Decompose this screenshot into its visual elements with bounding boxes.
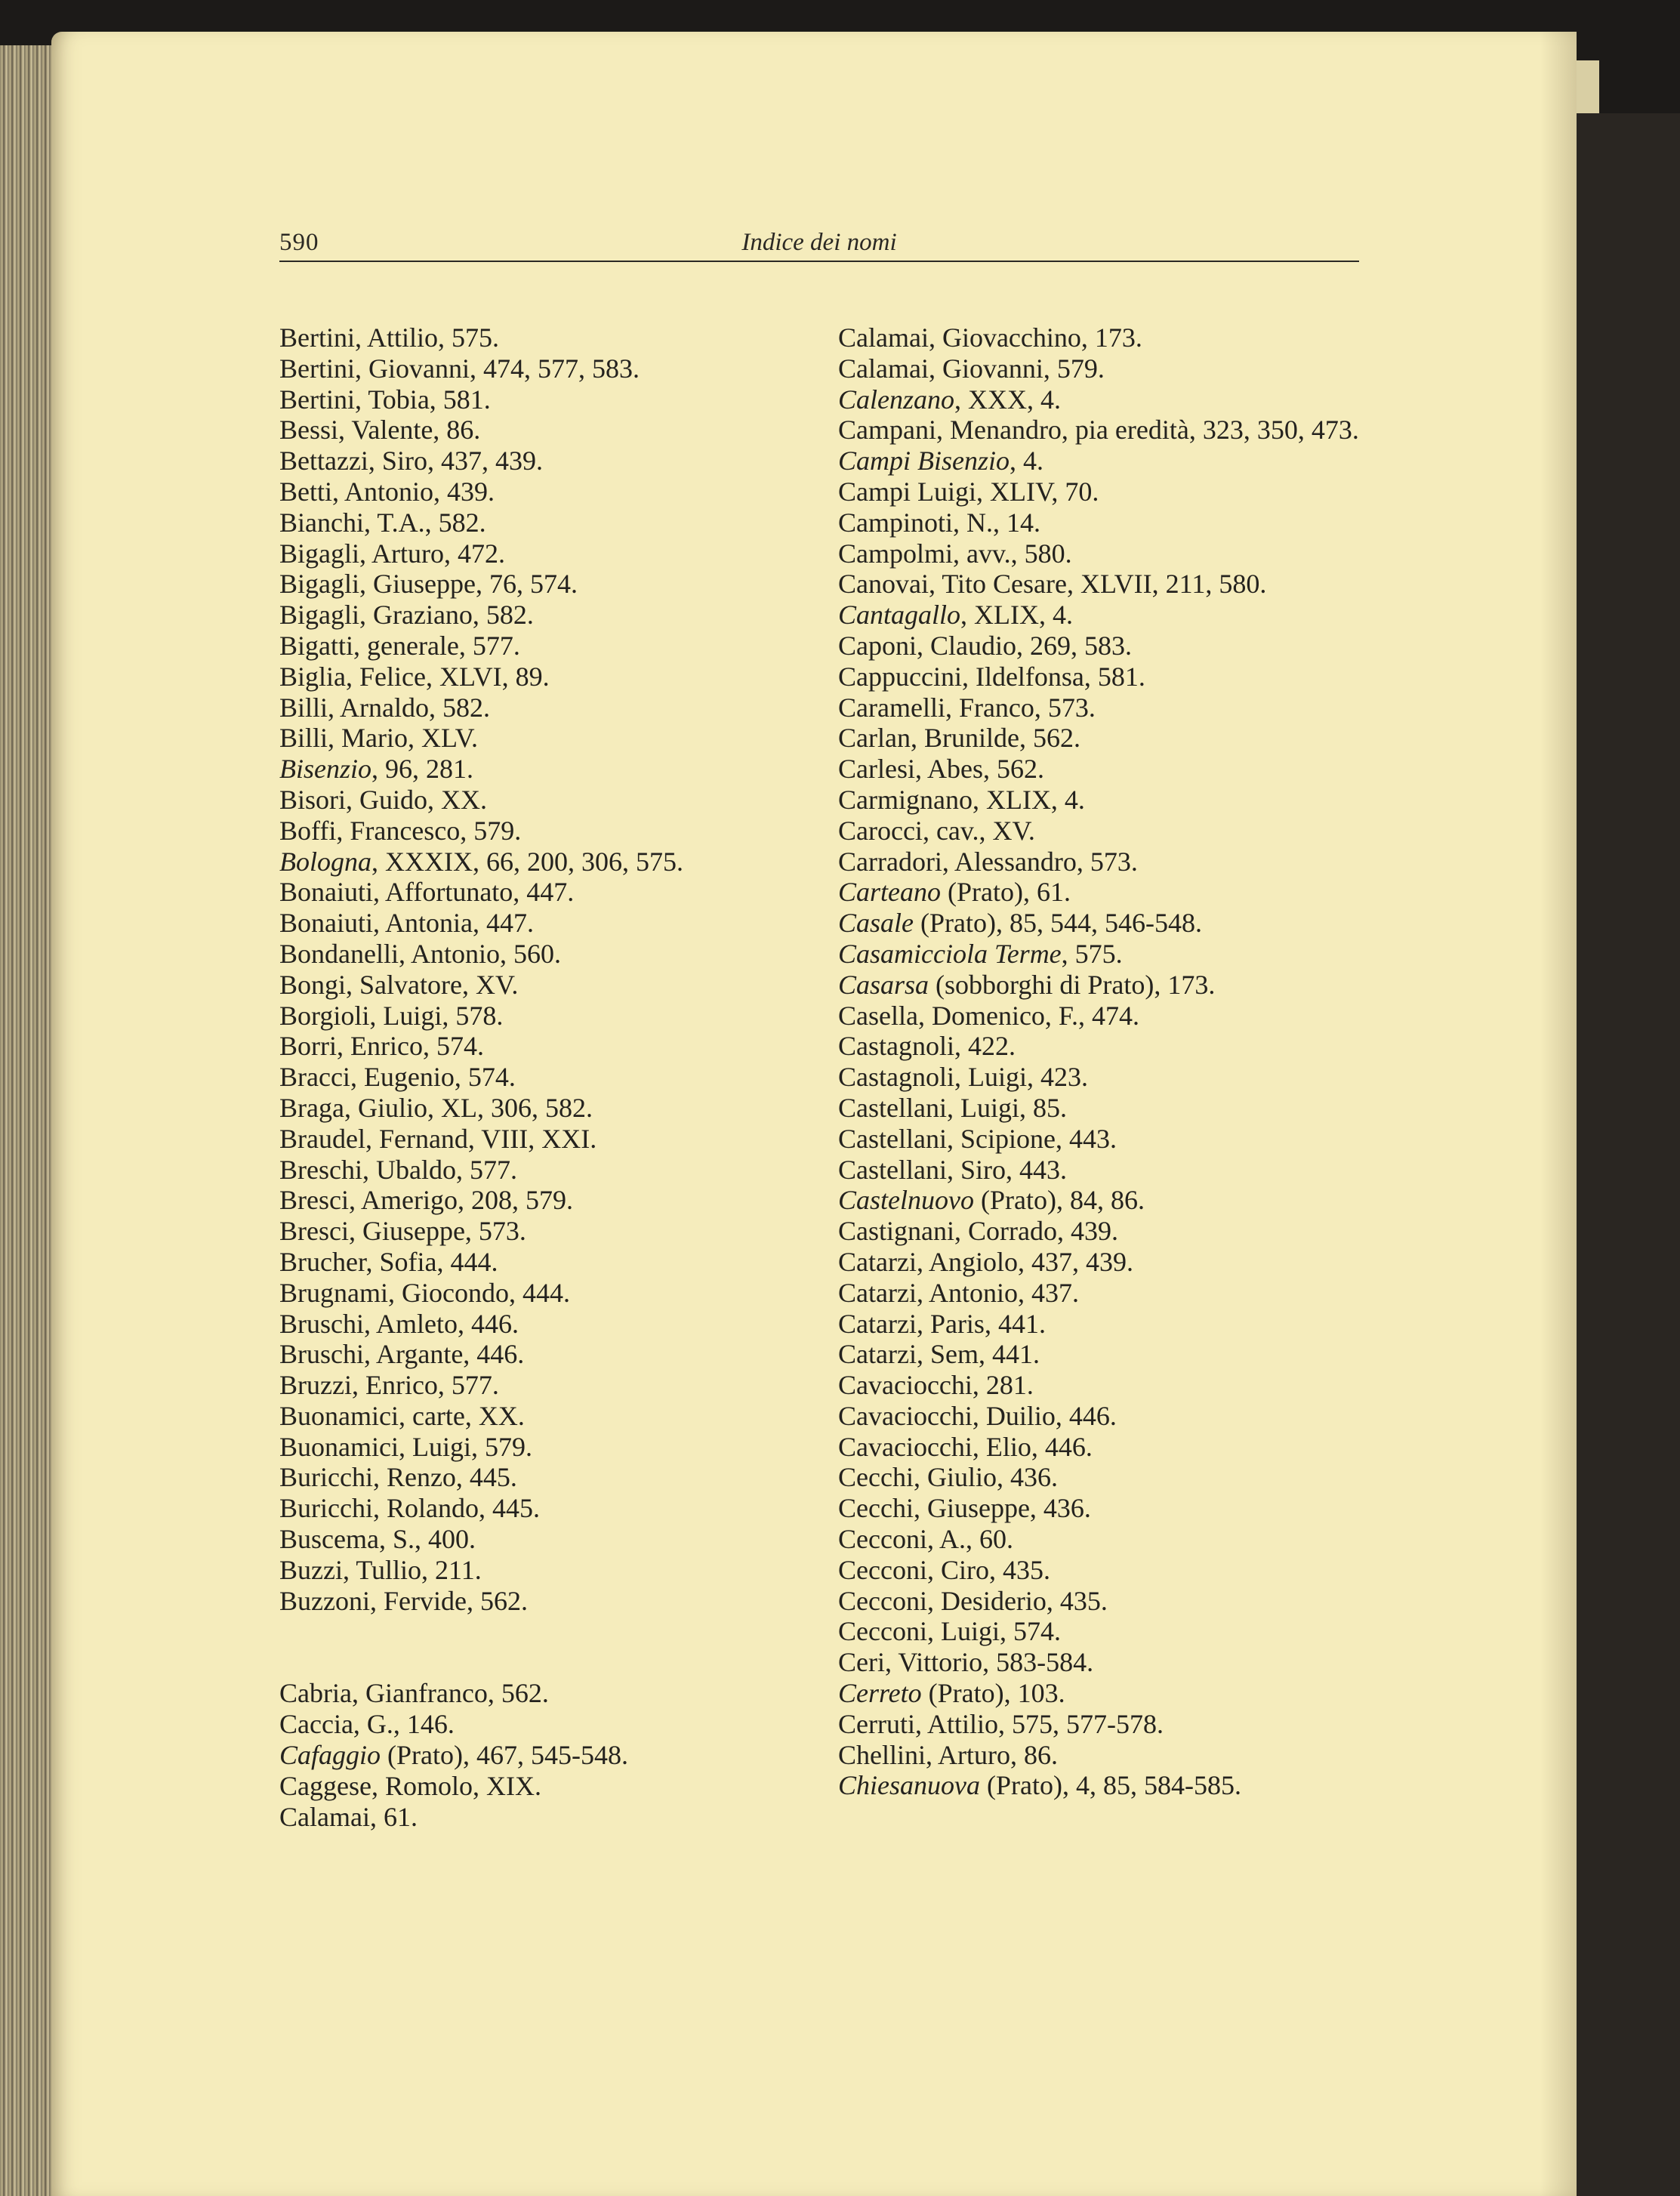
index-entry-text: Cavaciocchi, 281. <box>838 1370 1034 1401</box>
index-entry-place: Carteano <box>838 877 942 908</box>
index-entry-text: , XLIX, 4. <box>960 600 1074 631</box>
index-entry <box>838 1709 1382 1740</box>
index-entry <box>838 1216 1382 1247</box>
index-entry <box>279 1524 823 1555</box>
index-entry <box>279 723 823 754</box>
index-entry <box>279 1031 823 1062</box>
index-entry <box>279 1309 823 1340</box>
index-entry <box>838 1616 1382 1647</box>
index-entry <box>838 322 1382 353</box>
index-entry-text: Bracci, Eugenio, 574. <box>279 1062 516 1093</box>
index-entry <box>279 1493 823 1524</box>
index-entry-text: Buonamici, carte, XX. <box>279 1400 525 1431</box>
index-entry-text: (sobborghi di Prato), 173. <box>929 969 1216 1000</box>
index-entry <box>838 1678 1382 1709</box>
index-entry-text: Breschi, Ubaldo, 577. <box>279 1154 517 1185</box>
page-number: 590 <box>279 229 319 256</box>
index-entry <box>838 1278 1382 1309</box>
index-entry-text: Carradori, Alessandro, 573. <box>838 846 1138 877</box>
index-entry-text: Borgioli, Luigi, 578. <box>279 1000 504 1031</box>
index-entry <box>279 538 823 569</box>
index-entry-text: Castignani, Corrado, 439. <box>838 1216 1118 1247</box>
index-entry-text: Carocci, cav., XV. <box>838 815 1035 846</box>
index-column-right <box>838 322 1382 1801</box>
index-entry-text: Borri, Enrico, 574. <box>279 1031 484 1062</box>
index-entry <box>838 600 1382 631</box>
index-entry <box>279 569 823 600</box>
section-gap <box>279 1616 823 1678</box>
index-entry <box>838 754 1382 785</box>
index-entry <box>838 1339 1382 1370</box>
index-entry-text: Brucher, Sofia, 444. <box>279 1246 498 1277</box>
index-entry <box>279 1462 823 1493</box>
index-entry-text: Brugnami, Giocondo, 444. <box>279 1277 570 1308</box>
index-entry-text: Castagnoli, 422. <box>838 1031 1016 1062</box>
index-entry <box>279 692 823 723</box>
index-entry <box>838 538 1382 569</box>
index-entry <box>279 1185 823 1216</box>
index-entry <box>838 1493 1382 1524</box>
index-entry-text: Bigagli, Graziano, 582. <box>279 600 534 631</box>
index-entry <box>279 1093 823 1124</box>
index-entry-text: Billi, Mario, XLV. <box>279 723 479 754</box>
index-entry-text: Bisori, Guido, XX. <box>279 784 488 815</box>
index-entry-text: Calamai, Giovacchino, 173. <box>838 322 1142 353</box>
index-entry-text: Campi Luigi, XLIV, 70. <box>838 476 1099 507</box>
running-head <box>279 229 1359 262</box>
index-entry <box>838 1309 1382 1340</box>
index-entry-text: Bonaiuti, Affortunato, 447. <box>279 877 575 908</box>
index-entry-place: Campi Bisenzio <box>838 446 1010 477</box>
index-entry-text: Catarzi, Angiolo, 437, 439. <box>838 1246 1133 1277</box>
index-entry <box>838 785 1382 816</box>
index-entry-text: Boffi, Francesco, 579. <box>279 815 522 846</box>
index-entry <box>838 1155 1382 1186</box>
index-entry-text: , XXX, 4. <box>954 384 1062 415</box>
index-entry <box>279 877 823 908</box>
index-entry <box>279 353 823 384</box>
index-entry-text: Campani, Menandro, pia eredità, 323, 350, 473. <box>838 415 1359 446</box>
index-entry <box>838 908 1382 939</box>
index-entry <box>279 1678 823 1709</box>
index-entry <box>279 1771 823 1802</box>
index-entry-place: Cafaggio <box>279 1740 381 1771</box>
index-entry-text: Bondanelli, Antonio, 560. <box>279 938 561 969</box>
index-entry-text: Bonaiuti, Antonia, 447. <box>279 908 534 939</box>
index-entry-text: Carlan, Brunilde, 562. <box>838 723 1080 754</box>
index-entry <box>838 446 1382 477</box>
index-entry-text: Caramelli, Franco, 573. <box>838 692 1096 723</box>
index-list-b <box>279 322 823 1616</box>
index-entry-text: Bertini, Tobia, 581. <box>279 384 491 415</box>
index-entry-text: Braudel, Fernand, VIII, XXI. <box>279 1123 597 1154</box>
index-entry-text: Buscema, S., 400. <box>279 1524 476 1555</box>
index-entry-text: Bresci, Amerigo, 208, 579. <box>279 1185 573 1216</box>
index-entry <box>279 384 823 415</box>
index-entry-text: Bigagli, Giuseppe, 76, 574. <box>279 569 578 600</box>
index-entry-text: Bruschi, Argante, 446. <box>279 1339 525 1370</box>
index-entry <box>838 1093 1382 1124</box>
index-entry-text: Buricchi, Renzo, 445. <box>279 1462 517 1493</box>
index-entry <box>838 1001 1382 1032</box>
index-entry <box>279 1555 823 1586</box>
index-entry <box>279 939 823 970</box>
index-entry <box>279 908 823 939</box>
index-entry-text: Casella, Domenico, F., 474. <box>838 1000 1140 1031</box>
index-entry-text: (Prato), 467, 545-548. <box>381 1740 628 1771</box>
index-entry-text: Buzzoni, Fervide, 562. <box>279 1585 528 1616</box>
index-entry-text: , 96, 281. <box>371 754 473 785</box>
index-entry-place: Bisenzio <box>279 754 371 785</box>
index-entry-text: Carmignano, XLIX, 4. <box>838 784 1085 815</box>
index-entry <box>279 1001 823 1032</box>
index-entry <box>279 1802 823 1833</box>
index-entry-text: Bruzzi, Enrico, 577. <box>279 1370 499 1401</box>
scan-margin-right <box>1577 113 1680 2196</box>
index-entry-place: Calenzano <box>838 384 955 415</box>
index-entry <box>838 1462 1382 1493</box>
index-entry-place: Chiesanuova <box>838 1770 980 1801</box>
index-entry-text: Buzzi, Tullio, 211. <box>279 1554 482 1585</box>
index-entry-text: (Prato), 4, 85, 584-585. <box>979 1770 1241 1801</box>
index-entry-text: Cecconi, Ciro, 435. <box>838 1554 1050 1585</box>
index-entry <box>838 1432 1382 1463</box>
index-entry <box>279 600 823 631</box>
index-entry-text: Cecchi, Giulio, 436. <box>838 1462 1058 1493</box>
index-entry <box>838 353 1382 384</box>
index-entry-text: Cerruti, Attilio, 575, 577-578. <box>838 1708 1164 1739</box>
index-entry-text: Catarzi, Sem, 441. <box>838 1339 1040 1370</box>
index-entry <box>838 384 1382 415</box>
index-entry <box>838 1031 1382 1062</box>
index-entry <box>279 415 823 446</box>
index-entry-text: Cavaciocchi, Elio, 446. <box>838 1431 1093 1462</box>
index-entry <box>838 1370 1382 1401</box>
index-entry <box>279 477 823 507</box>
index-entry-place: Casamicciola Terme <box>838 938 1062 969</box>
index-entry <box>279 1278 823 1309</box>
index-entry-place: Casale <box>838 908 914 939</box>
index-entry-text: Caggese, Romolo, XIX. <box>279 1770 541 1801</box>
index-entry <box>838 1401 1382 1432</box>
index-entry-text: Bettazzi, Siro, 437, 439. <box>279 446 543 477</box>
index-entry <box>838 847 1382 877</box>
index-entry-text: Buonamici, Luigi, 579. <box>279 1431 532 1462</box>
index-entry <box>279 507 823 538</box>
index-list-c-continued <box>838 322 1382 1801</box>
index-entry <box>838 477 1382 507</box>
index-entry-text: Castellani, Scipione, 443. <box>838 1123 1117 1154</box>
index-entry <box>838 1586 1382 1617</box>
index-entry-text: Ceri, Vittorio, 583-584. <box>838 1647 1094 1678</box>
index-entry <box>838 662 1382 692</box>
index-entry-text: Catarzi, Antonio, 437. <box>838 1277 1079 1308</box>
index-entry <box>279 1370 823 1401</box>
index-entry <box>279 662 823 692</box>
index-entry <box>838 1124 1382 1155</box>
index-entry-text: Bresci, Giuseppe, 573. <box>279 1216 526 1247</box>
index-entry <box>279 1155 823 1186</box>
index-entry-text: Bertini, Attilio, 575. <box>279 322 500 353</box>
index-entry-text: , 575. <box>1061 938 1123 969</box>
index-entry <box>279 1062 823 1093</box>
index-entry-text: Campolmi, avv., 580. <box>838 538 1072 569</box>
index-entry <box>279 322 823 353</box>
index-entry-text: Caponi, Claudio, 269, 583. <box>838 630 1132 661</box>
index-entry-text: Cappuccini, Ildelfonsa, 581. <box>838 661 1145 692</box>
index-entry <box>838 415 1382 446</box>
index-entry <box>279 1216 823 1247</box>
index-entry <box>838 939 1382 970</box>
index-entry-text: Bianchi, T.A., 582. <box>279 507 486 538</box>
index-entry <box>838 816 1382 847</box>
index-entry <box>279 1740 823 1771</box>
index-entry-text: Cecconi, Desiderio, 435. <box>838 1585 1108 1616</box>
index-entry-text: (Prato), 84, 86. <box>973 1185 1145 1216</box>
index-entry-text: Canovai, Tito Cesare, XLVII, 211, 580. <box>838 569 1267 600</box>
index-column-left <box>279 322 823 1832</box>
index-entry <box>279 1339 823 1370</box>
index-entry-text: Billi, Arnaldo, 582. <box>279 692 490 723</box>
running-title: Indice dei nomi <box>741 229 897 256</box>
index-entry-place: Bologna <box>279 846 371 877</box>
index-entry-text: Cabria, Gianfranco, 562. <box>279 1678 549 1709</box>
index-entry-text: Braga, Giulio, XL, 306, 582. <box>279 1092 593 1123</box>
index-entry-text: Castellani, Siro, 443. <box>838 1154 1067 1185</box>
index-entry <box>838 1647 1382 1678</box>
index-entry <box>838 569 1382 600</box>
index-entry-text: Bigagli, Arturo, 472. <box>279 538 505 569</box>
index-entry-text: Calamai, Giovanni, 579. <box>838 353 1105 384</box>
index-entry-text: (Prato), 103. <box>921 1678 1065 1709</box>
index-entry-text: Betti, Antonio, 439. <box>279 476 495 507</box>
index-entry <box>279 1124 823 1155</box>
index-entry <box>279 847 823 877</box>
index-entry-text: Buricchi, Rolando, 445. <box>279 1493 540 1524</box>
index-entry <box>838 507 1382 538</box>
index-entry <box>838 723 1382 754</box>
page-gutter-shadow <box>1540 32 1577 2196</box>
index-entry <box>838 1524 1382 1555</box>
index-entry-text: Cecchi, Giuseppe, 436. <box>838 1493 1091 1524</box>
index-entry <box>279 754 823 785</box>
index-entry-text: Castellani, Luigi, 85. <box>838 1092 1067 1123</box>
index-entry-text: Carlesi, Abes, 562. <box>838 754 1044 785</box>
index-entry <box>838 1770 1382 1801</box>
index-entry <box>279 1709 823 1740</box>
index-entry-text: (Prato), 61. <box>941 877 1071 908</box>
index-entry <box>279 631 823 662</box>
index-entry-text: Castagnoli, Luigi, 423. <box>838 1062 1088 1093</box>
index-entry-text: Caccia, G., 146. <box>279 1709 455 1740</box>
index-entry <box>838 631 1382 662</box>
index-entry-text: Bongi, Salvatore, XV. <box>279 969 519 1000</box>
index-entry <box>279 1586 823 1617</box>
index-entry <box>279 816 823 847</box>
index-entry-text: , 4. <box>1010 446 1044 477</box>
index-entry <box>279 785 823 816</box>
index-entry <box>279 1247 823 1278</box>
index-entry-text: Calamai, 61. <box>279 1801 418 1832</box>
index-entry <box>279 446 823 477</box>
index-entry-place: Casarsa <box>838 969 929 1000</box>
index-entry-place: Cantagallo <box>838 600 961 631</box>
index-entry <box>279 1432 823 1463</box>
index-entry-text: , XXXIX, 66, 200, 306, 575. <box>371 846 683 877</box>
index-entry-text: Chellini, Arturo, 86. <box>838 1739 1058 1770</box>
index-entry <box>279 1401 823 1432</box>
index-entry-text: Bertini, Giovanni, 474, 577, 583. <box>279 353 640 384</box>
index-entry-text: Cavaciocchi, Duilio, 446. <box>838 1400 1117 1431</box>
index-entry-text: Cecconi, A., 60. <box>838 1524 1013 1555</box>
index-entry-text: Bigatti, generale, 577. <box>279 630 520 661</box>
index-entry-text: Cecconi, Luigi, 574. <box>838 1616 1061 1647</box>
index-entry-text: Biglia, Felice, XLVI, 89. <box>279 661 550 692</box>
index-entry <box>838 877 1382 908</box>
index-entry-text: (Prato), 85, 544, 546-548. <box>914 908 1202 939</box>
index-entry <box>279 970 823 1001</box>
index-entry <box>838 1740 1382 1771</box>
index-entry-text: Bessi, Valente, 86. <box>279 415 481 446</box>
index-entry-text: Catarzi, Paris, 441. <box>838 1308 1046 1339</box>
index-entry <box>838 1185 1382 1216</box>
index-entry <box>838 1247 1382 1278</box>
index-entry <box>838 1555 1382 1586</box>
index-entry-text: Bruschi, Amleto, 446. <box>279 1308 519 1339</box>
index-list-c <box>279 1678 823 1832</box>
index-entry <box>838 970 1382 1001</box>
index-entry <box>838 692 1382 723</box>
index-entry-place: Cerreto <box>838 1678 922 1709</box>
index-entry-place: Castelnuovo <box>838 1185 974 1216</box>
index-entry-text: Campinoti, N., 14. <box>838 507 1040 538</box>
index-entry <box>838 1062 1382 1093</box>
